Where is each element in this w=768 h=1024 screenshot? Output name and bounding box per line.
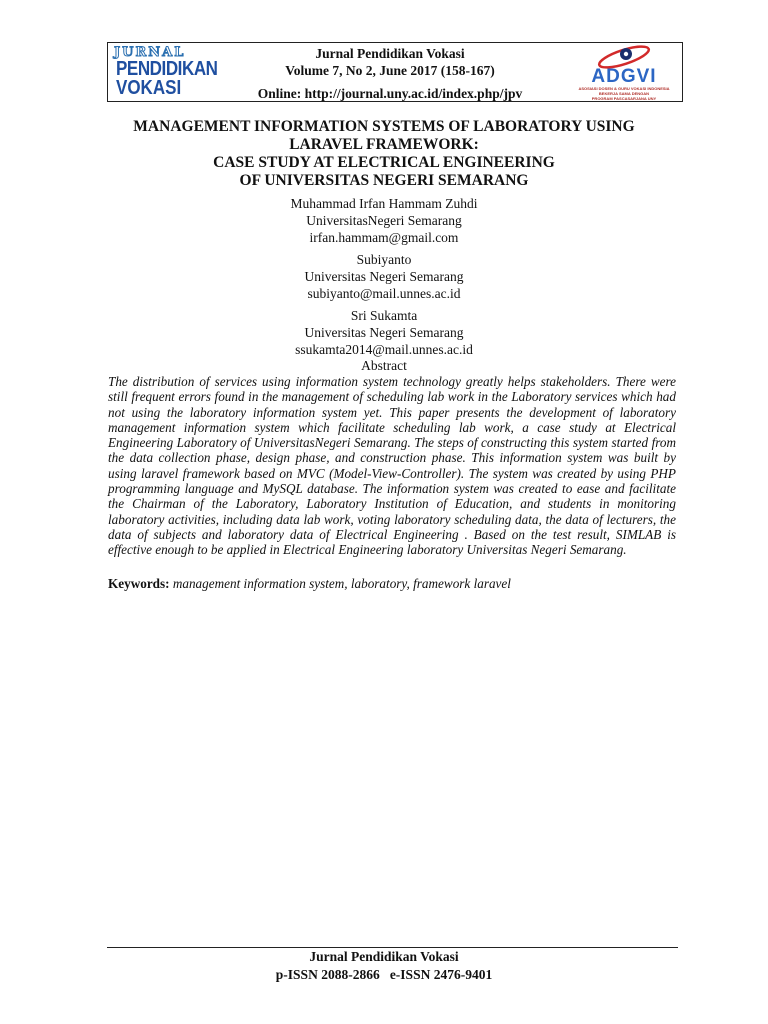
keywords-label: Keywords: — [108, 576, 170, 591]
adgvi-tagline-3: PROGRAM PASCASARJANA UNY — [591, 96, 657, 101]
author-email: subiyanto@mail.unnes.ac.id — [307, 286, 461, 301]
keywords — [108, 576, 676, 592]
author-name: Sri Sukamta — [350, 308, 418, 323]
journal-info — [248, 45, 532, 102]
author-email: irfan.hammam@gmail.com — [309, 230, 459, 245]
journal-header — [107, 42, 683, 102]
author-block — [200, 251, 568, 302]
author-block — [200, 307, 568, 358]
title-line: MANAGEMENT INFORMATION SYSTEMS OF LABORATORY USING — [133, 118, 635, 135]
footer-journal-name: Jurnal Pendidikan Vokasi — [309, 949, 459, 964]
author-name: Subiyanto — [356, 252, 412, 267]
page-footer — [0, 948, 768, 984]
author-name: Muhammad Irfan Hammam Zuhdi — [290, 196, 478, 211]
journal-logo — [112, 45, 240, 99]
adgvi-wordmark: ADGVI — [591, 66, 657, 87]
logo-jurnal-text: JURNAL — [114, 45, 186, 60]
author-affiliation: Universitas Negeri Semarang — [304, 325, 464, 340]
author-block — [200, 195, 568, 246]
journal-online-url: Online: http://journal.uny.ac.id/index.php/jpv — [257, 86, 523, 101]
title-line: OF UNIVERSITAS NEGERI SEMARANG — [239, 172, 529, 189]
author-affiliation: Universitas Negeri Semarang — [304, 269, 464, 284]
author-affiliation: UniversitasNegeri Semarang — [306, 213, 462, 228]
paper-title — [100, 118, 668, 190]
abstract-body: The distribution of services using information system technology greatly helps stakeholders. There were still frequent errors found in the management of scheduling lab work in the Laboratory services which had not using the laboratory information system yet. This paper presents the development of laboratory management information system which facilitate scheduling lab work, a case study at Electrical Engineering Laboratory of UniversitasNegeri Semarang. The steps of constructing this system started from the data collection phase, design phase, and construction phase. This information system was built by using laravel framework based on MVC (Model-View-Controller). The system was created by using PHP programming language and MySQL database. The information system was created to ease and facilitate the Chairman of the Laboratory, Laboratory Institution of Education, and students in monitoring laboratory activities, including data lab work, voting laboratory scheduling data, the data of lecturers, the data of subjects and laboratory data of Electrical Engineering . Based on the test result, SIMLAB is effective enough to be applied in Electrical Engineering laboratory Universitas Negeri Semarang. — [108, 374, 676, 558]
adgvi-logo — [570, 44, 678, 100]
author-list — [200, 195, 568, 363]
adgvi-tagline-2: BEKERJA SAMA DENGAN — [598, 91, 650, 96]
title-line: CASE STUDY AT ELECTRICAL ENGINEERING — [213, 154, 555, 171]
author-email: ssukamta2014@mail.unnes.ac.id — [295, 342, 473, 357]
journal-name: Jurnal Pendidikan Vokasi — [315, 46, 465, 61]
abstract-heading: Abstract — [361, 358, 407, 373]
title-line: LARAVEL FRAMEWORK: — [289, 136, 479, 153]
logo-vokasi-text: VOKASI — [116, 77, 182, 99]
keywords-value: management information system, laboratory, framework laravel — [172, 576, 511, 591]
logo-pendidikan-text: PENDIDIKAN — [116, 58, 218, 80]
adgvi-tagline-1: ASOSIASI DOSEN & GURU VOKASI INDONESIA — [578, 86, 670, 91]
footer-issn: p-ISSN 2088-2866 e-ISSN 2476-9401 — [275, 967, 493, 982]
journal-volume: Volume 7, No 2, June 2017 (158-167) — [285, 63, 495, 78]
